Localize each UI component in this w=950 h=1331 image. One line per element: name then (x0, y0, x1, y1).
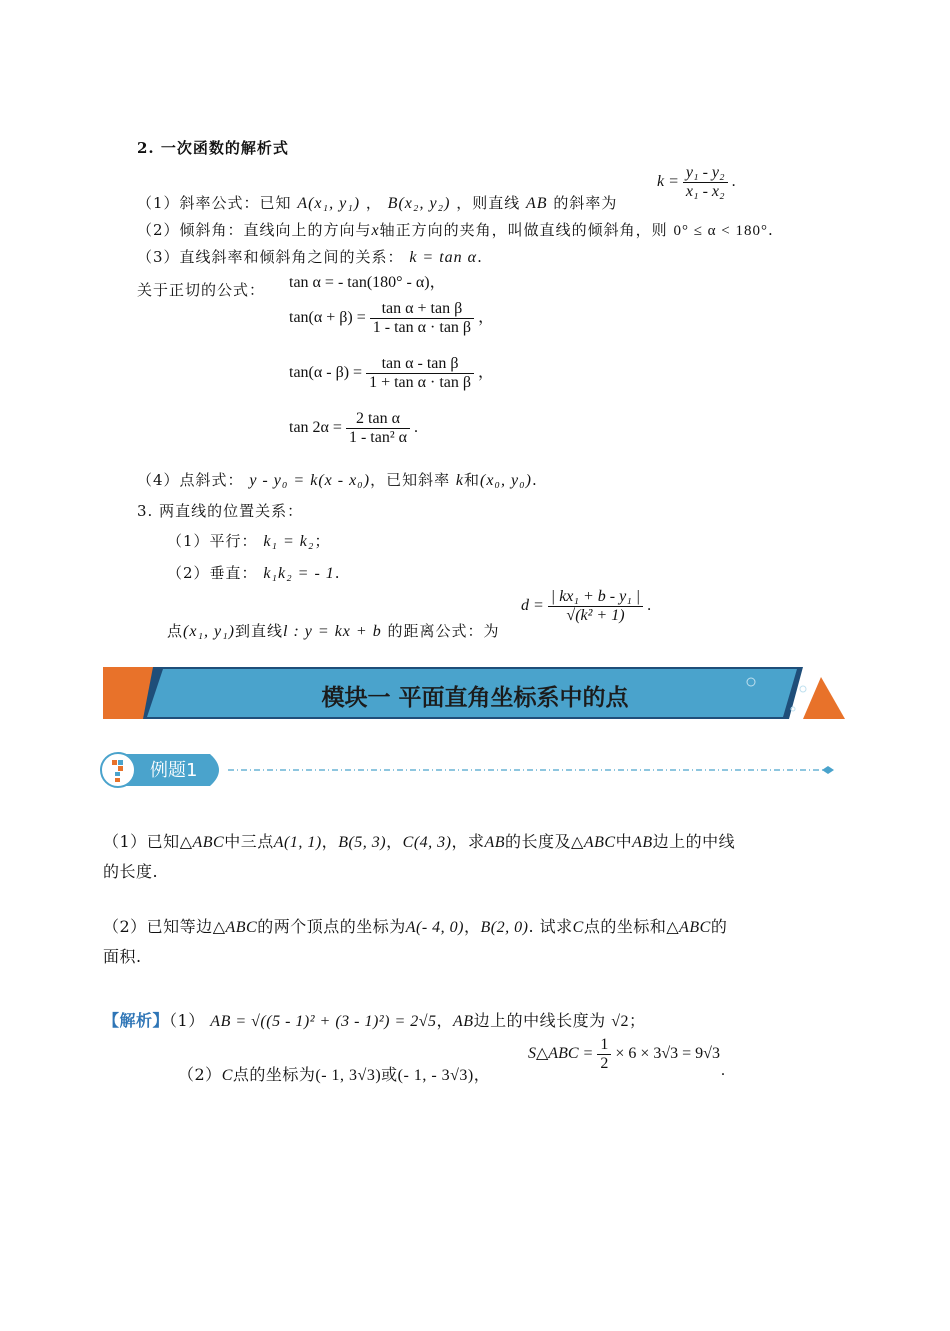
relation-line (137, 246, 483, 267)
parallel-end: ； (314, 532, 331, 550)
area-fraction (597, 1036, 611, 1073)
question-icon-block (118, 760, 123, 765)
area-formula (528, 1036, 720, 1073)
question-1-line-2: 的长度. (103, 862, 159, 881)
inclination-range: 0° ≤ α < 180° (673, 223, 769, 239)
inclination-line (137, 219, 774, 240)
slope-suffix: 的斜率为 (553, 194, 618, 212)
distance-end: . (647, 597, 652, 615)
section-3-heading: 3. 两直线的位置关系： (137, 502, 304, 520)
slope-numerator: y₁ - y₂ (683, 164, 728, 183)
point-a: A(x₁, y₁) (297, 195, 361, 212)
q1-sep: ， (321, 832, 339, 851)
relation-end: . (477, 248, 483, 266)
solution-line-2 (178, 1062, 490, 1085)
q1-text-f: 边上的中线 (652, 832, 736, 851)
distance-mid: 到直线 (235, 622, 284, 640)
parallel-line (167, 530, 330, 551)
q1-text-e: 中 (615, 832, 633, 851)
slope-lhs: k = (657, 173, 679, 191)
tangent-label: 关于正切的公式： (137, 281, 266, 299)
solution-p2-text: 点的坐标为 (232, 1065, 316, 1084)
solution-line-1 (103, 1008, 645, 1031)
triangle-abc: △ABC (571, 834, 616, 851)
point-slope-formula: y - y₀ = k(x - x₀) (249, 472, 371, 489)
separator: ， (365, 194, 382, 212)
q2-text-b: 的两个顶点的坐标为 (257, 917, 406, 936)
solution-c: C (221, 1067, 233, 1084)
tangent-f1: tan α = - tan(180° - α) (289, 274, 430, 291)
solution-ab: AB (453, 1013, 474, 1030)
solution-p1-end: ； (628, 1011, 646, 1030)
area-rhs: × 6 × 3√3 = 9√3 (615, 1045, 720, 1063)
q1-ab: AB (484, 834, 506, 851)
slope-formula (657, 164, 736, 201)
ab-length-formula: AB = √((5 - 1)² + (3 - 1)²) = 2√5 (210, 1013, 437, 1030)
parallel-formula: k₁ = k₂ (263, 533, 315, 550)
solution-tag: 【解析】 (103, 1011, 170, 1030)
example-badge (100, 752, 836, 788)
q2-point-c: C (572, 919, 584, 936)
tangent-f2-end: ， (478, 309, 495, 327)
area-denominator: 2 (600, 1055, 609, 1072)
tangent-f3-fraction (366, 355, 474, 392)
slope-intro: （1）斜率公式：已知 (137, 194, 292, 212)
example-label: 例题1 (150, 760, 198, 781)
solution-p1: （1） (169, 1011, 205, 1030)
solution-p2: （2） (178, 1065, 222, 1084)
question-icon-block (115, 778, 120, 782)
inclination-text: （2）倾斜角：直线向上的方向与 (137, 221, 372, 239)
q1-text-c: ，求 (451, 832, 485, 851)
tangent-f4-fraction (346, 410, 410, 447)
point-slope-mid: ，已知斜率 (370, 471, 451, 489)
section-2-heading: 2. 一次函数的解析式 (137, 139, 289, 157)
slope-end: . (731, 173, 736, 191)
tangent-formula-3 (289, 355, 494, 392)
solution-p1-text: 边上的中线长度为 (473, 1011, 606, 1030)
area-lhs: S△ABC = (528, 1045, 594, 1063)
inclination-end: . (768, 221, 774, 239)
q1-point-b: B(5, 3) (338, 834, 387, 851)
q2-text-c: . 试求 (528, 917, 573, 936)
q2-text-d: 点的坐标和 (583, 917, 667, 936)
q2-point-a: A(- 4, 0) (405, 919, 464, 936)
triangle-abc: △ABC (666, 919, 711, 936)
perpendicular-end: . (334, 564, 341, 582)
distance-line-eq: l : y = kx + b (283, 623, 382, 640)
question-2-line-1 (103, 914, 727, 937)
divider-end-diamond (822, 766, 834, 774)
question-1-line-1 (103, 829, 735, 852)
q1-point-c: C(4, 3) (402, 834, 452, 851)
tangent-f3-numerator: tan α - tan β (366, 355, 474, 374)
tangent-f3-denominator: 1 + tan α · tan β (369, 374, 472, 391)
line-ab: AB (526, 195, 548, 212)
relation-text: （3）直线斜率和倾斜角之间的关系： (137, 248, 404, 266)
point-slope-point: (x₀, y₀) (480, 472, 532, 489)
median-length: √2 (611, 1013, 629, 1030)
tangent-f4-denominator: 1 - tan² α (348, 429, 408, 446)
slope-mid: ，则直线 (456, 194, 521, 212)
point-b: B(x₂, y₂) (387, 195, 451, 212)
tangent-formula-2 (289, 300, 494, 337)
distance-suffix: 的距离公式：为 (387, 622, 500, 640)
distance-numerator: | kx₁ + b - y₁ | (548, 588, 643, 607)
tangent-f2-denominator: 1 - tan α · tan β (372, 319, 472, 336)
triangle-abc: △ABC (179, 834, 225, 851)
slope-fraction (683, 164, 728, 201)
q2-text-a: （2）已知等边 (103, 917, 213, 936)
solution-p2-sep: ， (473, 1065, 491, 1084)
tangent-f2-numerator: tan α + tan β (370, 300, 474, 319)
q1-text-a: （1）已知 (103, 832, 180, 851)
c-coordinate-1: (- 1, 3√3) (315, 1067, 382, 1084)
distance-point: (x₁, y₁) (183, 623, 235, 640)
q1-ab: AB (632, 834, 653, 851)
tangent-f4-numerator: 2 tan α (346, 410, 410, 429)
point-slope-text: （4）点斜式： (137, 471, 244, 489)
perpendicular-formula: k₁k₂ = - 1 (263, 565, 335, 582)
q1-sep: ， (386, 832, 403, 851)
distance-line (167, 620, 499, 641)
distance-formula (521, 588, 651, 625)
solution-or: 或 (381, 1065, 398, 1084)
tangent-f2-fraction (370, 300, 474, 337)
q1-text-d: 的长度及 (505, 832, 572, 851)
q1-text-b: 中三点 (224, 832, 274, 851)
area-end: . (721, 1062, 725, 1079)
slope-formula-line (137, 192, 617, 213)
point-slope-end: . (531, 471, 538, 489)
triangle-abc: △ABC (212, 919, 258, 936)
tangent-f4-lhs: tan 2α = (289, 419, 342, 437)
q2-text-e: 的 (710, 917, 728, 936)
area-numerator: 1 (597, 1036, 611, 1055)
perpendicular-label: （2）垂直： (167, 564, 258, 582)
tangent-f3-lhs: tan(α - β) = (289, 364, 363, 382)
c-coordinate-2: (- 1, - 3√3) (397, 1067, 474, 1084)
slope-k: k (455, 472, 464, 489)
slope-denominator: x₁ - x₂ (685, 183, 725, 200)
solution-p1-mid: ， (436, 1011, 454, 1030)
tangent-formula-4 (289, 410, 418, 447)
parallel-label: （1）平行： (167, 532, 258, 550)
tangent-f1-end: ， (429, 274, 446, 291)
tangent-f2-lhs: tan(α + β) = (289, 309, 366, 327)
point-slope-and: 和 (463, 471, 480, 489)
relation-formula: k = tan α (409, 249, 478, 266)
inclination-text-2: 轴正方向的夹角，叫做直线的倾斜角，则 (379, 221, 668, 239)
tangent-f3-end: ， (478, 364, 495, 382)
perpendicular-line (167, 562, 341, 583)
tangent-f4-end: . (414, 419, 419, 437)
x-axis-symbol: x (371, 222, 380, 239)
tangent-formula-1 (289, 269, 446, 292)
question-icon (112, 760, 117, 765)
q2-point-b: B(2, 0) (480, 919, 529, 936)
point-slope-line (137, 469, 538, 490)
question-2-line-2: 面积. (103, 947, 142, 966)
module-title: 模块一 平面直角坐标系中的点 (321, 685, 629, 711)
distance-denominator: √(k² + 1) (566, 607, 625, 624)
q1-point-a: A(1, 1) (273, 834, 322, 851)
distance-prefix: 点 (167, 622, 184, 640)
q2-sep: ， (464, 917, 481, 936)
question-icon-block (115, 772, 120, 776)
question-icon-block (118, 766, 123, 771)
distance-lhs: d = (521, 597, 544, 615)
distance-fraction (548, 588, 643, 625)
